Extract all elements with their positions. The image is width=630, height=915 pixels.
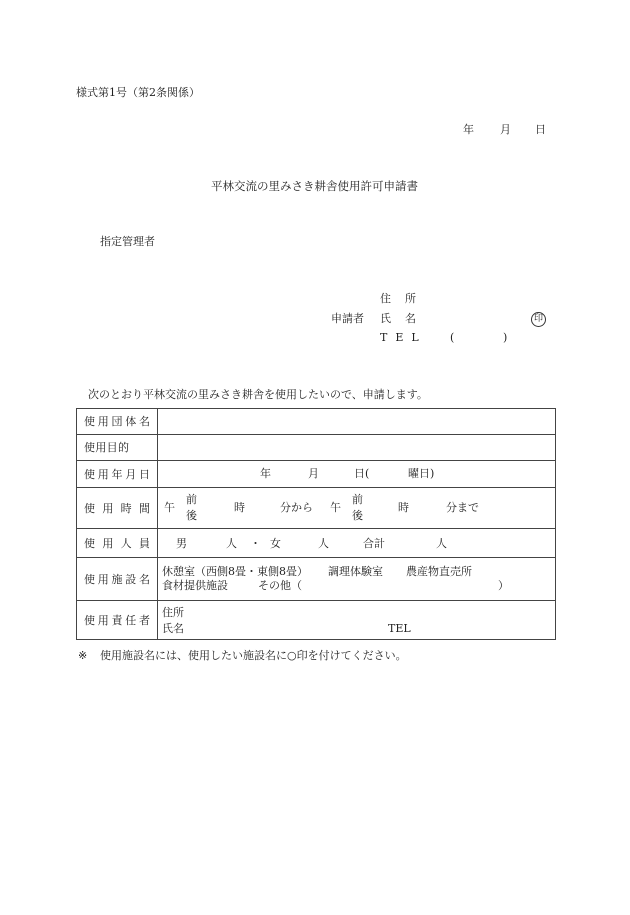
time-minute-from: 分から [280,501,313,514]
applicant-address-label: 住 所 [380,292,416,305]
date-month-label: 月 [500,123,511,136]
facility-rest-room[interactable]: 休憩室（西側8畳・東側8畳） [162,565,308,578]
purpose-label: 使 用 目 的 [77,435,158,461]
people-field[interactable] [158,529,556,558]
separator-dot: ・ [250,537,261,550]
time-hour-1: 時 [234,501,245,514]
date-day: 日( [354,467,370,480]
table-row [77,409,556,435]
table-row [77,488,556,529]
total-label: 合計 [363,537,385,550]
responsible-address-label: 住所 [162,606,184,619]
table-row [77,461,556,488]
male-label: 男 [176,537,187,550]
time-am-1: 前 [186,493,197,506]
intro-text: 次のとおり平林交流の里みさき耕舎を使用したいので、申請します。 [88,388,428,401]
date-year: 年 [260,467,271,480]
time-hour-2: 時 [398,501,409,514]
facility-other[interactable]: その他（ [258,579,302,592]
table-row [77,601,556,640]
table-row [77,435,556,461]
document-title: 平林交流の里みさき耕舎使用許可申請書 [211,179,418,193]
facility-cooking-room[interactable]: 調理体験室 [328,565,383,578]
facility-field[interactable] [158,558,556,601]
seal-mark: 印 [531,312,546,327]
female-label: 女 [270,537,281,550]
total-unit: 人 [436,537,447,550]
people-label: 使 用 人 員 [77,529,158,558]
facility-other-close: ） [498,579,509,592]
group-name-label: 使 用 団 体 名 [77,409,158,435]
tel-paren-open: ( [450,331,455,344]
facility-food-supply[interactable]: 食材提供施設 [162,579,228,592]
time-field[interactable] [158,488,556,529]
date-field[interactable] [158,461,556,488]
addressee: 指定管理者 [100,235,155,248]
time-pm-1: 後 [186,509,197,522]
applicant-tel-label: T E L [380,331,419,344]
date-label: 使 用 年 月 日 [77,461,158,488]
applicant-name-label: 氏 名 [380,312,416,325]
time-minute-to: 分まで [446,501,479,514]
note-text: 使用施設名には、使用したい施設名に○印を付けてください。 [100,649,407,662]
time-label: 使 用 時 間 [77,488,158,529]
responsible-label: 使 用 責 任 者 [77,601,158,640]
table-row [77,558,556,601]
purpose-field[interactable] [158,435,556,461]
applicant-role-label: 申請者 [331,312,364,325]
date-weekday: 曜日) [408,467,435,480]
responsible-tel-label: TEL [388,622,411,635]
group-name-field[interactable] [158,409,556,435]
responsible-name-label: 氏名 [162,622,184,635]
facility-label: 使 用 施 設 名 [77,558,158,601]
time-prefix-1: 午 [164,501,175,514]
tel-paren-close: ) [503,331,508,344]
female-unit: 人 [318,537,329,550]
form-number: 様式第1号（第2条関係） [76,86,200,99]
table-row [77,529,556,558]
facility-farm-shop[interactable]: 農産物直売所 [406,565,472,578]
time-am-2: 前 [352,493,363,506]
male-unit: 人 [226,537,237,550]
date-month: 月 [308,467,319,480]
time-pm-2: 後 [352,509,363,522]
note-mark: ※ [78,649,88,662]
date-year-label: 年 [463,123,474,136]
application-table [76,408,556,640]
date-day-label: 日 [535,123,546,136]
responsible-field[interactable] [158,601,556,640]
time-prefix-2: 午 [330,501,341,514]
